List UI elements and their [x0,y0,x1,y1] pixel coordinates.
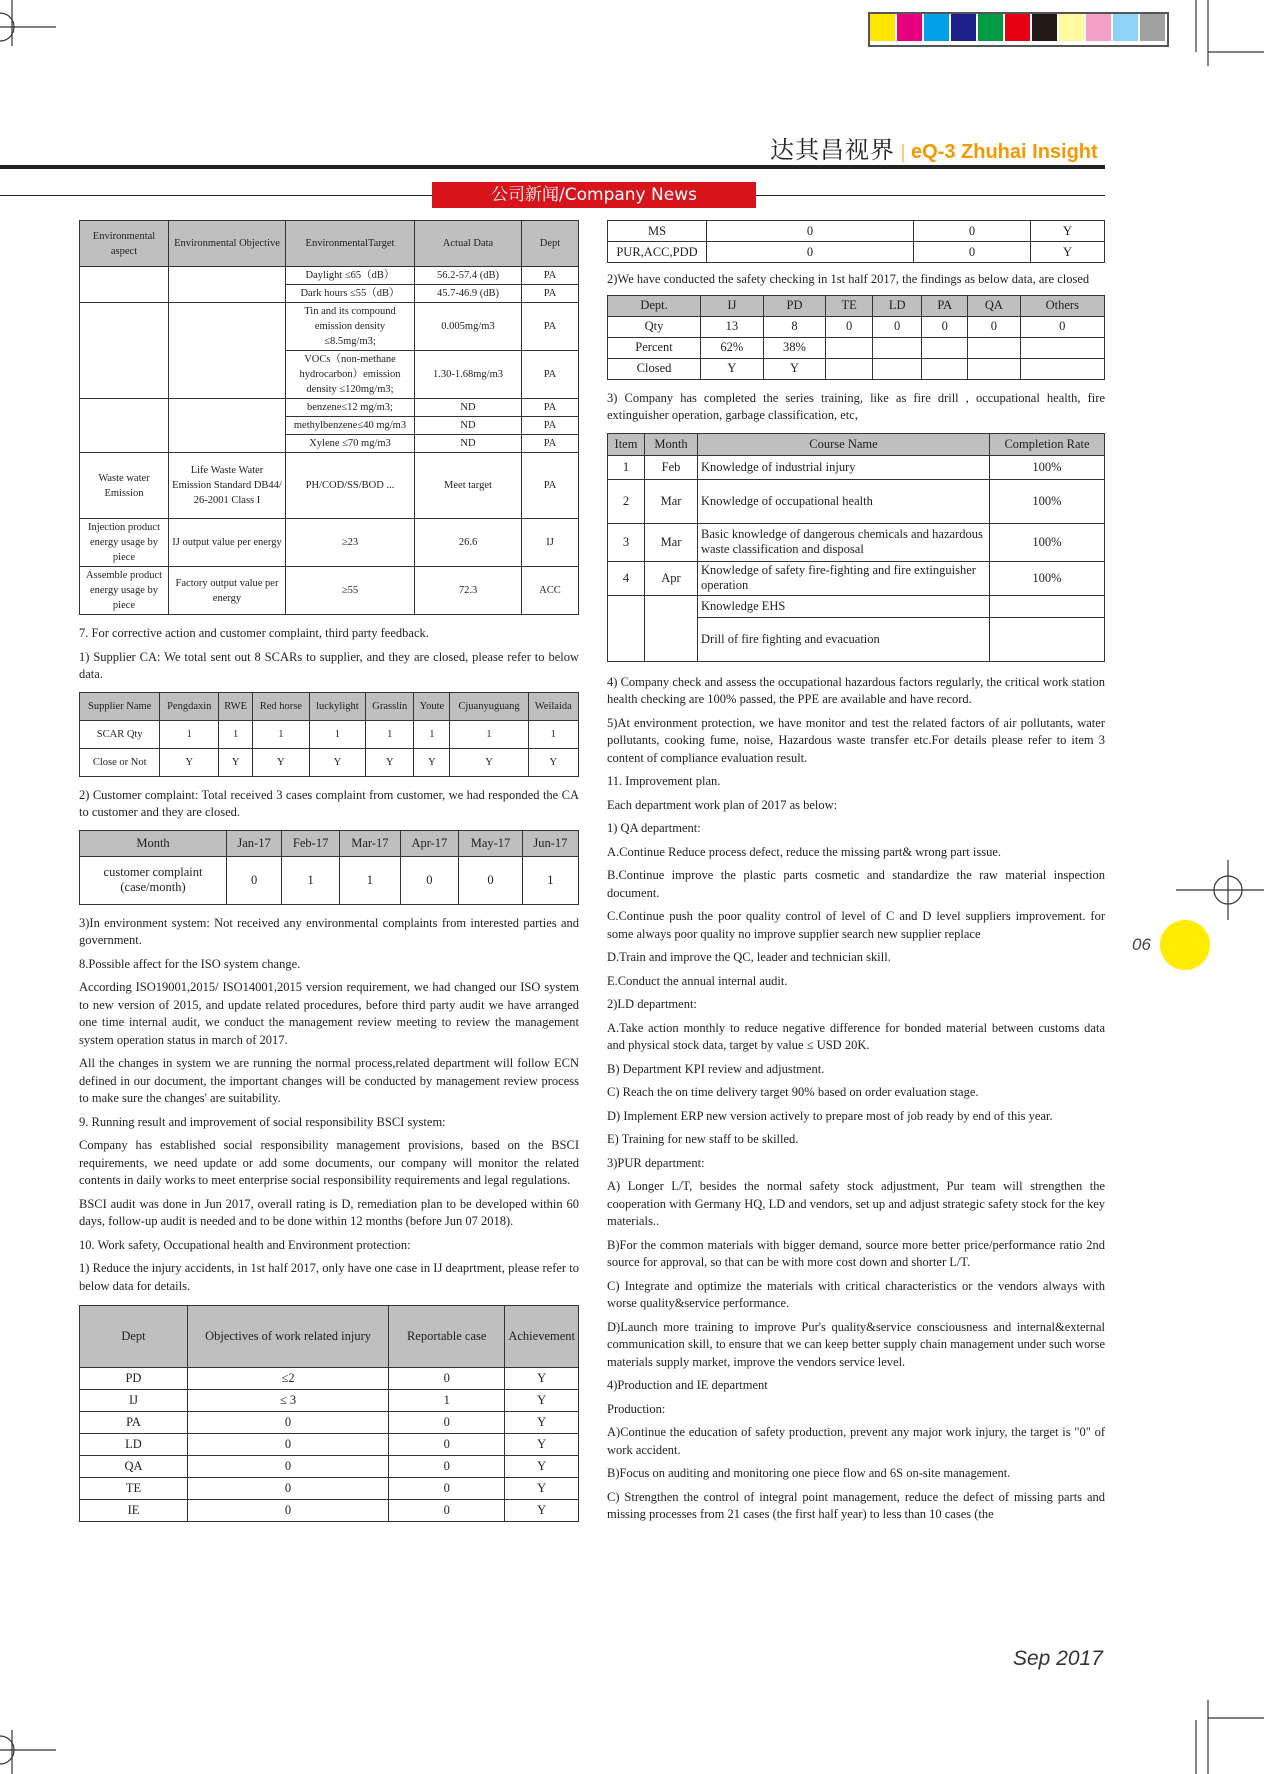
table-cell: 0 [389,1412,505,1434]
table-cell [922,337,968,358]
table-cell: Y [701,358,764,379]
table-header: Weilaida [528,692,578,720]
table-cell [968,358,1020,379]
table-header: Youte [414,692,450,720]
table-header: Achievement [505,1306,579,1368]
table-header: Environmental aspect [80,221,169,267]
env-target: PH/COD/SS/BOD ... [286,453,415,519]
table-cell: 4 [608,561,645,595]
paragraph: 4) Company check and assess the occupational hazardous factors regularly, the critical work station health checking are 100% passed, the PPE are available and have record. [607,674,1105,706]
table-cell: Knowledge of industrial injury [698,455,990,479]
table-cell: Knowledge EHS [698,595,990,617]
env-dept: PA [522,351,579,399]
table-cell: PD [80,1368,188,1390]
environment-table [79,220,579,615]
paragraph: B) Department KPI review and adjustment. [607,1061,825,1076]
paragraph: All the changes in system we are running the normal process,related department will follow ECN defined in our document, the important changes will be conducted by management review process to make sure the changes' are suitability. [79,1056,579,1105]
env-target: ≥55 [286,567,415,615]
table-header: Cjuanyuguang [450,692,528,720]
table-header: Month [645,433,698,455]
table-header: Course Name [698,433,990,455]
table-cell: LD [80,1434,188,1456]
paragraph: C) Reach the on time delivery target 90% based on order evaluation stage. [607,1085,979,1099]
left-column [79,220,579,1522]
env-actual: ND [415,417,522,435]
table-header: RWE [219,692,253,720]
env-dept: PA [522,285,579,303]
table-header: Objectives of work related injury [187,1306,388,1368]
table-cell: 0 [914,242,1031,263]
table-cell: Y [1031,221,1105,242]
subheading: 2)LD department: [607,997,697,1011]
table-cell: 0 [389,1368,505,1390]
table-cell: 0 [707,221,914,242]
table-header: TE [826,295,873,316]
table-cell: Y [505,1456,579,1478]
table-cell: Qty [608,316,701,337]
env-aspect: Waste water Emission [80,453,169,519]
table-header: Completion Rate [990,433,1105,455]
table-cell: 1 [309,720,366,748]
table-header: Pengdaxin [160,692,219,720]
env-actual: ND [415,435,522,453]
table-header: Feb-17 [282,830,340,856]
table-cell: SCAR Qty [80,720,160,748]
section-label [432,182,756,208]
paragraph: B.Continue improve the plastic parts cosmetic and standardize the raw material inspection document. [607,868,1105,900]
table-cell: 0 [922,316,968,337]
table-cell: Mar [645,523,698,561]
table-cell [968,337,1020,358]
table-cell: 1 [366,720,414,748]
table-cell: 8 [763,316,826,337]
table-cell: customer complaint (case/month) [80,856,227,904]
env-actual: 26.6 [415,519,522,567]
env-aspect: Injection product energy usage by piece [80,519,169,567]
table-cell: Y [505,1478,579,1500]
table-cell: 62% [701,337,764,358]
table-header: Jan-17 [227,830,282,856]
paragraph: 5)At environment protection, we have monitor and test the related factors of air pollutants, water pollutants, cooking fume, noise, Hazardous waste transfer etc.For details please refer to item 3 content of compliance evaluation result. [607,715,1105,765]
table-cell: 0 [187,1434,388,1456]
table-cell: 0 [389,1478,505,1500]
paragraph: C) Strengthen the control of integral point management, reduce the defect of missing parts and missing processes from 21 cases (the first half year) to less than 10 cases (the [607,1489,1105,1521]
table-cell: Y [253,748,309,776]
table-cell: 0 [872,316,922,337]
table-cell: 1 [389,1390,505,1412]
paragraph: 3)In environment system: Not received any environmental complaints from interested parties and government. [79,915,579,947]
table-cell: Basic knowledge of dangerous chemicals and hazardous waste classification and disposal [698,523,990,561]
table-cell: 2 [608,479,645,523]
table-header: Dept [522,221,579,267]
env-target: Xylene ≤70 mg/m3 [286,435,415,453]
paragraph: 1) Supplier CA: We total sent out 8 SCARs to supplier, and they are closed, please refer to below data. [79,649,579,681]
table-cell: 100% [990,523,1105,561]
paragraph: BSCI audit was done in Jun 2017, overall rating is D, remediation plan to be developed within 60 days, follow-up audit is needed and to be done within 12 months (before Jun 07 2018). [79,1196,579,1228]
table-header: Environmental Objective [169,221,286,267]
env-target: benzene≤12 mg/m3; [286,399,415,417]
table-cell: Y [505,1500,579,1522]
paragraph: A) Longer L/T, besides the normal safety stock adjustment, Pur team will strengthen the cooperation with Germany HQ, LD and vendors, set up and adjust strategic safety stock for the key materials.. [607,1179,1105,1228]
table-cell: ≤ 3 [187,1390,388,1412]
table-cell: Y [219,748,253,776]
env-target: Daylight ≤65（dB） [286,267,415,285]
paragraph: D.Train and improve the QC, leader and technician skill. [607,950,891,964]
table-cell: MS [608,221,707,242]
table-header: Mar-17 [340,830,400,856]
env-dept: PA [522,453,579,519]
subheading: 1) QA department: [607,821,701,835]
paragraph: Company has established social responsibility management provisions, based on the BSCI requirements, we need update or add some documents, our company will monitor the related contents in daily works to meet enterprise social responsibility requirements and legal regulations. [79,1138,579,1187]
env-actual: 0.005mg/m3 [415,303,522,351]
paragraph: A.Continue Reduce process defect, reduce the missing part& wrong part issue. [607,844,1001,859]
table-header: Others [1020,295,1104,316]
table-cell: Drill of fire fighting and evacuation [698,617,990,661]
table-cell: Feb [645,455,698,479]
table-cell: Y [505,1412,579,1434]
subheading: 3)PUR department: [607,1155,705,1170]
table-header: Actual Data [415,221,522,267]
masthead-separator: | [901,141,906,163]
table-cell: 0 [1020,316,1104,337]
table-cell: 1 [282,856,340,904]
table-cell [872,337,922,358]
section-heading: 10. Work safety, Occupational health and Environment protection: [79,1237,411,1252]
paragraph: According ISO19001,2015/ ISO14001,2015 version requirement, we had changed our ISO system to new version of 2015, and update related procedures, before third party audit we have arranged one time internal audit, we conduct the management review meeting to review the management system operation status in march of 2017. [79,980,579,1047]
table-cell: PUR,ACC,PDD [608,242,707,263]
env-actual: 1.30-1.68mg/m3 [415,351,522,399]
table-cell: 0 [227,856,282,904]
env-target: ≥23 [286,519,415,567]
env-aspect: Assemble product energy usage by piece [80,567,169,615]
paragraph: B)Focus on auditing and monitoring one piece flow and 6S on-site management. [607,1466,1011,1480]
table-header: Month [80,830,227,856]
table-cell: Y [414,748,450,776]
ms-table [607,220,1105,263]
table-cell: Y [309,748,366,776]
masthead-en: eQ-3 Zhuhai Insight [911,141,1098,163]
table-cell: 100% [990,561,1105,595]
table-cell: 0 [389,1500,505,1522]
table-cell: Y [505,1368,579,1390]
env-dept: PA [522,399,579,417]
complaint-table [79,830,579,905]
paragraph: B)For the common materials with bigger demand, source more better price/performance ratio 2nd source for approval, so that can be with more cost down and shorter L/T. [607,1237,1105,1269]
table-cell: IE [80,1500,188,1522]
table-header: May-17 [459,830,523,856]
table-header: Item [608,433,645,455]
table-cell: 1 [160,720,219,748]
paragraph: D) Implement ERP new version actively to prepare most of job ready by end of this year. [607,1108,1053,1123]
table-header: Red horse [253,692,309,720]
section-label-text: 公司新闻/Company News [491,185,697,205]
safety-check-table [607,295,1105,380]
env-target: VOCs（non-methane hydrocarbon）emission density ≤120mg/m3; [286,351,415,399]
supplier-table [79,692,579,777]
table-cell: PA [80,1412,188,1434]
env-dept: PA [522,417,579,435]
table-cell: 38% [763,337,826,358]
table-cell: Closed [608,358,701,379]
injury-table [79,1305,579,1522]
masthead [770,130,1098,165]
table-cell: Y [528,748,578,776]
table-cell: Y [505,1390,579,1412]
footer-date: Sep 2017 [1013,1647,1103,1670]
table-cell [1020,358,1104,379]
table-cell: 0 [400,856,459,904]
paragraph: C) Integrate and optimize the materials with critical characteristics or the vendors always with worse quality&service performance. [607,1278,1105,1310]
table-cell: Apr [645,561,698,595]
right-column [607,220,1105,1530]
table-header: Dept. [608,295,701,316]
table-cell: 1 [340,856,400,904]
env-actual: ND [415,399,522,417]
table-cell: Y [1031,242,1105,263]
table-cell: 1 [522,856,578,904]
table-header: Dept [80,1306,188,1368]
paragraph: 2) Customer complaint: Total received 3 cases complaint from customer, we had responded the CA to customer and they are closed. [79,787,579,819]
table-cell [922,358,968,379]
env-actual: 56.2-57.4 (dB) [415,267,522,285]
table-header: Jun-17 [522,830,578,856]
env-actual: 45.7-46.9 (dB) [415,285,522,303]
env-target: Tin and its compound emission density ≤8.5mg/m3; [286,303,415,351]
table-cell: QA [80,1456,188,1478]
table-cell: 0 [707,242,914,263]
table-header: Supplier Name [80,692,160,720]
env-objective: Life Waste Water Emission Standard DB44/ 26-2001 Class I [169,453,286,519]
paragraph: D)Launch more training to improve Pur's quality&service consciousness and internal&external communication skill, to ensure that we can keep better supply chain management under such worse materials supply market, improve the vendors service level. [607,1319,1105,1369]
subheading: 4)Production and IE department [607,1378,768,1392]
table-cell: 1 [450,720,528,748]
table-cell: 0 [914,221,1031,242]
env-actual: Meet target [415,453,522,519]
table-cell: 0 [187,1478,388,1500]
table-cell: Y [763,358,826,379]
table-cell: 1 [608,455,645,479]
table-header: PA [922,295,968,316]
table-cell: 0 [968,316,1020,337]
table-cell: 1 [528,720,578,748]
page-number: 06 [1132,935,1151,954]
table-cell: IJ [80,1390,188,1412]
section-heading: 9. Running result and improvement of social responsibility BSCI system: [79,1114,446,1129]
paragraph: A)Continue the education of safety production, prevent any major work injury, the target is "0" of work accident. [607,1425,1105,1457]
env-objective: Factory output value per energy [169,567,286,615]
section-heading: 7. For corrective action and customer complaint, third party feedback. [79,626,429,640]
table-cell: 100% [990,455,1105,479]
table-cell: 1 [253,720,309,748]
paragraph: 2)We have conducted the safety checking in 1st half 2017, the findings as below data, are closed [607,272,1090,286]
subheading: Production: [607,1401,666,1416]
table-header: Reportable case [389,1306,505,1368]
table-cell: 0 [187,1500,388,1522]
training-table [607,433,1105,662]
table-header: QA [968,295,1020,316]
table-cell: 13 [701,316,764,337]
yellow-dot [1160,920,1210,970]
paragraph: C.Continue push the poor quality control of level of C and D level suppliers improvement. for some always poor quality no improve supplier search new supplier replace [607,909,1105,941]
table-cell: 3 [608,523,645,561]
table-cell: 0 [389,1456,505,1478]
env-target: Dark hours ≤55（dB） [286,285,415,303]
table-cell: 100% [990,479,1105,523]
table-cell: 0 [187,1456,388,1478]
env-target: methylbenzene≤40 mg/m3 [286,417,415,435]
masthead-cn: 达其昌视界 [770,136,895,164]
table-header: luckylight [309,692,366,720]
table-cell: TE [80,1478,188,1500]
table-cell: Y [450,748,528,776]
table-header: LD [872,295,922,316]
table-header: PD [763,295,826,316]
table-cell: Y [505,1434,579,1456]
table-cell: 1 [414,720,450,748]
env-dept: ACC [522,567,579,615]
env-dept: IJ [522,519,579,567]
table-cell: Y [160,748,219,776]
header-rule [0,165,1105,169]
section-heading: 11. Improvement plan. [607,774,721,788]
table-cell: 0 [389,1434,505,1456]
table-cell: 0 [459,856,523,904]
env-dept: PA [522,435,579,453]
env-dept: PA [522,267,579,285]
table-cell [872,358,922,379]
table-cell: Knowledge of occupational health [698,479,990,523]
table-cell: 0 [826,316,873,337]
table-cell [826,358,873,379]
table-header: Apr-17 [400,830,459,856]
paragraph: A.Take action monthly to reduce negative difference for bonded material between customs data and physical stock data, target by value ≤ USD 20K. [607,1020,1105,1052]
table-cell [1020,337,1104,358]
table-cell: Percent [608,337,701,358]
table-cell: Knowledge of safety fire-fighting and fire extinguisher operation [698,561,990,595]
table-cell: 1 [219,720,253,748]
table-cell: Close or Not [80,748,160,776]
table-cell: Y [366,748,414,776]
table-cell: ≤2 [187,1368,388,1390]
paragraph: E) Training for new staff to be skilled. [607,1132,799,1146]
table-cell: Mar [645,479,698,523]
env-dept: PA [522,303,579,351]
env-objective: IJ output value per energy [169,519,286,567]
paragraph: Each department work plan of 2017 as below: [607,797,838,812]
table-header: EnvironmentalTarget [286,221,415,267]
paragraph: 1) Reduce the injury accidents, in 1st half 2017, only have one case in IJ deaprtment, please refer to below data for details. [79,1261,579,1293]
env-actual: 72.3 [415,567,522,615]
table-cell: 0 [187,1412,388,1434]
table-cell [826,337,873,358]
paragraph: E.Conduct the annual internal audit. [607,973,788,988]
section-heading: 8.Possible affect for the ISO system change. [79,956,301,971]
table-header: Grasslin [366,692,414,720]
table-header: IJ [701,295,764,316]
paragraph: 3) Company has completed the series training, like as fire drill , occupational health, fire extinguisher operation, garbage classification, etc, [607,390,1105,422]
